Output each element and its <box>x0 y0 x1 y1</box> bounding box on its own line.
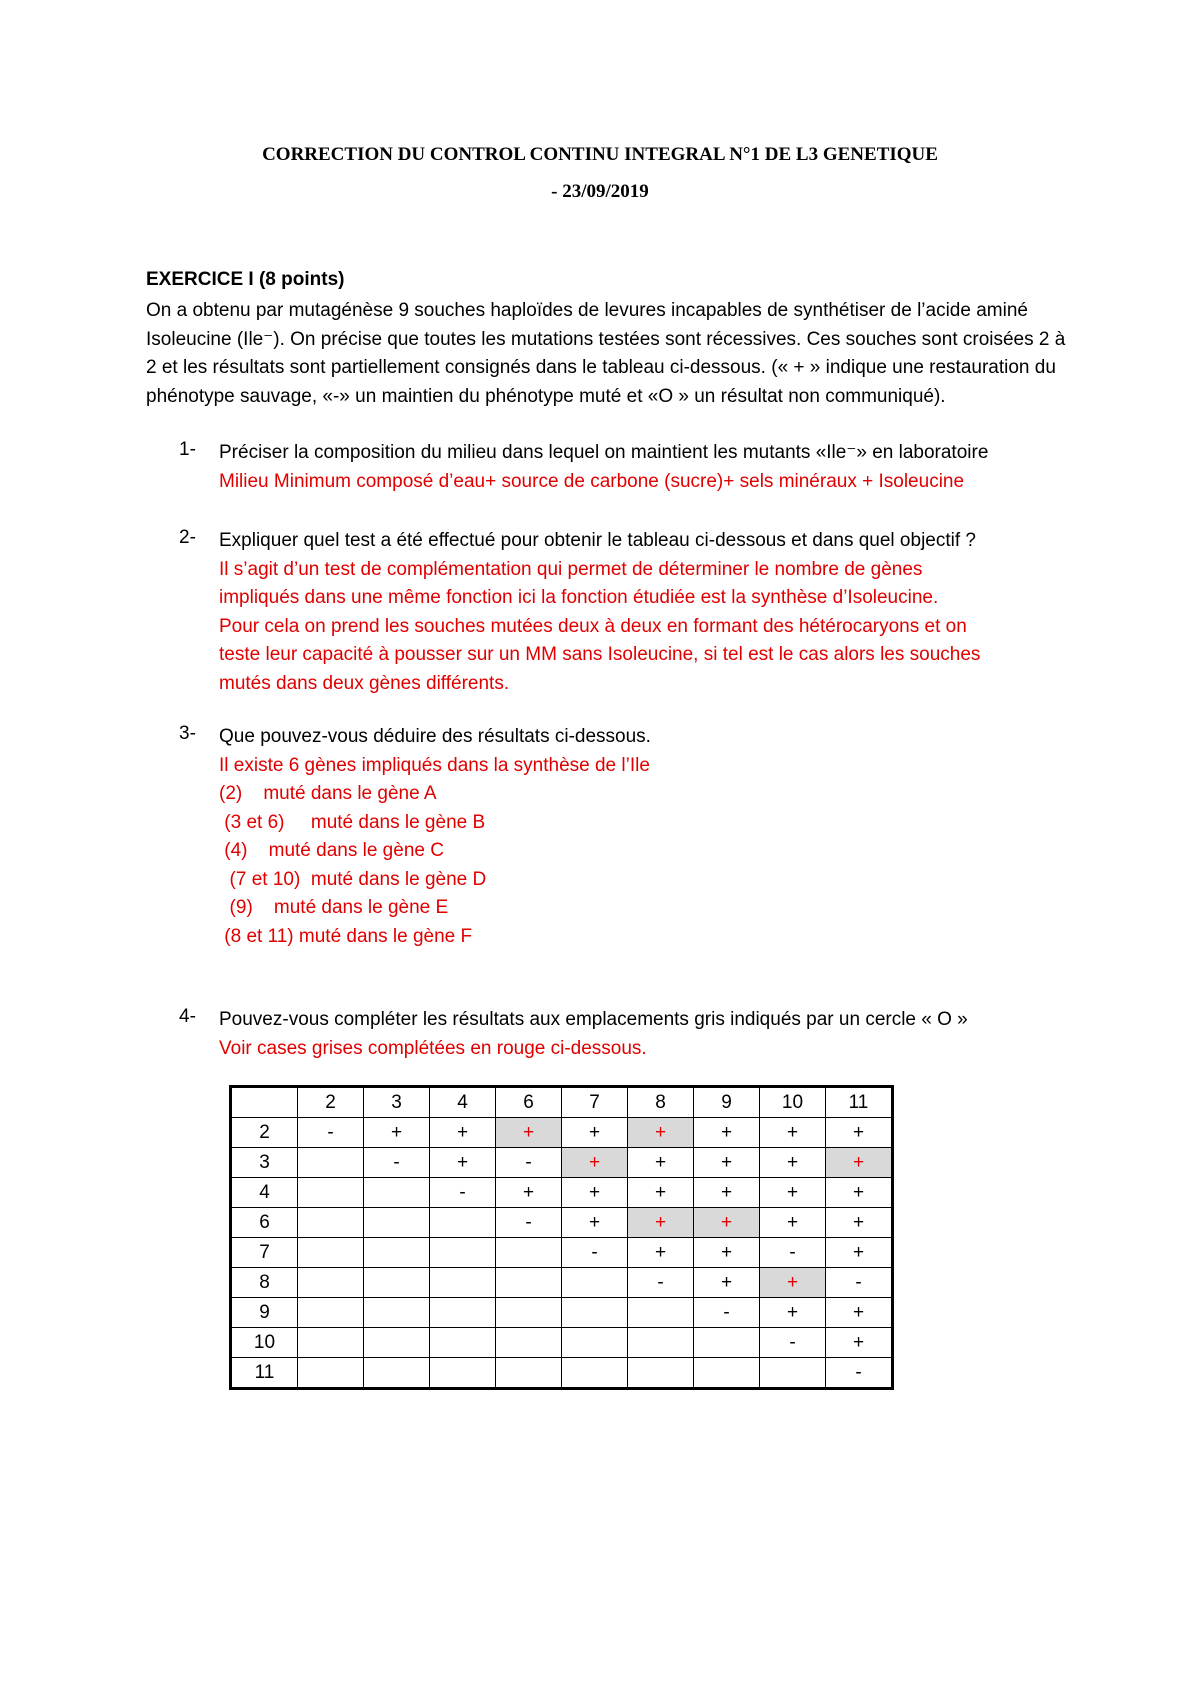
document-date: - 23/09/2019 <box>551 181 649 202</box>
table-cell <box>694 1358 760 1389</box>
table-row <box>231 1118 893 1148</box>
table-cell: + <box>694 1178 760 1208</box>
table-row <box>231 1148 893 1178</box>
table-cell: - <box>496 1208 562 1238</box>
answer-line: Milieu Minimum composé d’eau+ source de carbone (sucre)+ sels minéraux + Isoleucine <box>219 470 965 492</box>
table-cell: + <box>628 1148 694 1178</box>
table-cell: + <box>628 1208 694 1238</box>
answer-line: impliqués dans une même fonction ici la fonction étudiée est la synthèse d’Isoleucine. <box>219 587 939 608</box>
table-cell <box>298 1328 364 1358</box>
table-cell <box>562 1298 628 1328</box>
table-row-header: 6 <box>231 1208 298 1238</box>
table-column-header: 7 <box>562 1087 628 1118</box>
table-row <box>231 1178 893 1208</box>
exercise-intro: On a obtenu par mutagénèse 9 souches haploïdes de levures incapables de synthétiser de l’acide aminé Isoleucine (Ile⁻). On précise que toutes les mutations testées sont récessives. Ces souches sont croisées 2 à 2 et les résultats sont partiellement consignés dans le tableau ci-dessous. (« + » indique une restauration du phénotype sauvage, «-» un maintien du phénotype muté et «O » un résultat non communiqué). <box>146 300 1066 407</box>
table-cell: + <box>562 1118 628 1148</box>
table-column-header: 6 <box>496 1087 562 1118</box>
table-cell: + <box>628 1238 694 1268</box>
question-number: 1- <box>179 439 196 460</box>
table-cell: - <box>760 1238 826 1268</box>
table-cell: - <box>826 1358 893 1389</box>
table-row-header: 8 <box>231 1268 298 1298</box>
answer-line: Il existe 6 gènes impliqués dans la synthèse de l’Ile <box>219 754 650 776</box>
table-column-header: 4 <box>430 1087 496 1118</box>
table-row <box>231 1358 893 1389</box>
answer-line: mutés dans deux gènes différents. <box>219 672 510 694</box>
table-row <box>231 1208 893 1238</box>
table-cell: - <box>628 1268 694 1298</box>
table-cell <box>298 1178 364 1208</box>
table-cell: + <box>826 1298 893 1328</box>
table-cell: - <box>694 1298 760 1328</box>
table-cell <box>430 1238 496 1268</box>
table-cell: - <box>298 1118 364 1148</box>
table-cell <box>430 1328 496 1358</box>
table-cell: + <box>826 1238 893 1268</box>
table-cell <box>364 1298 430 1328</box>
table-cell <box>430 1298 496 1328</box>
table-cell <box>298 1358 364 1389</box>
table-row-header: 3 <box>231 1148 298 1178</box>
table-row-header: 9 <box>231 1298 298 1328</box>
question-text: Que pouvez-vous déduire des résultats ci-dessous. <box>219 726 651 747</box>
table-cell <box>364 1358 430 1389</box>
table-cell: + <box>430 1118 496 1148</box>
answer-line: (4) muté dans le gène C <box>219 840 444 861</box>
question-text: Expliquer quel test a été effectué pour obtenir le tableau ci-dessous et dans quel objectif ? <box>219 530 976 551</box>
table-column-header: 9 <box>694 1087 760 1118</box>
answer-line: (2) muté dans le gène A <box>219 783 437 804</box>
table-row-header: 10 <box>231 1328 298 1358</box>
table-row-header: 4 <box>231 1178 298 1208</box>
table-cell: + <box>562 1178 628 1208</box>
table-cell <box>760 1358 826 1389</box>
table-cell: + <box>496 1118 562 1148</box>
table-cell <box>430 1358 496 1389</box>
table-cell: + <box>694 1268 760 1298</box>
table-cell: + <box>760 1178 826 1208</box>
table-cell: + <box>760 1208 826 1238</box>
table-cell <box>562 1268 628 1298</box>
table-cell <box>628 1358 694 1389</box>
table-cell: + <box>760 1148 826 1178</box>
table-row-header: 11 <box>231 1358 298 1389</box>
table-cell <box>364 1178 430 1208</box>
table-cell <box>298 1148 364 1178</box>
table-row <box>231 1238 893 1268</box>
table-cell: - <box>430 1178 496 1208</box>
table-cell <box>496 1238 562 1268</box>
answer-line: teste leur capacité à pousser sur un MM sans Isoleucine, si tel est le cas alors les souches <box>219 644 981 665</box>
table-cell <box>298 1238 364 1268</box>
answer-line: Voir cases grises complétées en rouge ci-dessous. <box>219 1037 647 1059</box>
table-row <box>231 1268 893 1298</box>
table-cell <box>364 1268 430 1298</box>
table-cell: - <box>826 1268 893 1298</box>
table-cell: + <box>562 1148 628 1178</box>
question-number: 4- <box>179 1006 196 1027</box>
answer-line: Il s’agit d’un test de complémentation qui permet de déterminer le nombre de gènes <box>219 558 923 580</box>
table-cell <box>496 1268 562 1298</box>
table-cell <box>628 1328 694 1358</box>
table-cell <box>364 1238 430 1268</box>
table-column-header: 8 <box>628 1087 694 1118</box>
table-cell: - <box>760 1328 826 1358</box>
table-cell: + <box>826 1328 893 1358</box>
table-cell: + <box>628 1118 694 1148</box>
table-cell <box>364 1208 430 1238</box>
table-cell: + <box>760 1268 826 1298</box>
table-cell <box>496 1328 562 1358</box>
complementation-table <box>229 1085 894 1390</box>
table-row <box>231 1328 893 1358</box>
question-text: Pouvez-vous compléter les résultats aux emplacements gris indiqués par un cercle « O » <box>219 1009 968 1030</box>
table-header-row <box>231 1087 893 1118</box>
table-cell: + <box>364 1118 430 1148</box>
table-cell: + <box>694 1148 760 1178</box>
question-number: 3- <box>179 723 196 744</box>
table-cell <box>430 1268 496 1298</box>
table-cell <box>430 1208 496 1238</box>
table-cell: + <box>826 1208 893 1238</box>
answer-line: (7 et 10) muté dans le gène D <box>219 868 487 890</box>
table-cell <box>364 1328 430 1358</box>
question-number: 2- <box>179 527 196 548</box>
question-text: Préciser la composition du milieu dans lequel on maintient les mutants «Ile⁻» en laboratoire <box>219 442 989 463</box>
answer-line: (3 et 6) muté dans le gène B <box>219 811 486 833</box>
table-cell <box>298 1298 364 1328</box>
table-cell: + <box>694 1118 760 1148</box>
table-cell <box>562 1328 628 1358</box>
table-cell <box>694 1328 760 1358</box>
answer-line: (9) muté dans le gène E <box>219 897 449 918</box>
answer-line: Pour cela on prend les souches mutées deux à deux en formant des hétérocaryons et on <box>219 615 967 637</box>
table-cell: + <box>760 1118 826 1148</box>
table-cell <box>298 1208 364 1238</box>
table-cell <box>562 1358 628 1389</box>
table-cell: + <box>760 1298 826 1328</box>
table-column-header: 10 <box>760 1087 826 1118</box>
table-cell: + <box>496 1178 562 1208</box>
table-cell: + <box>694 1238 760 1268</box>
table-cell: + <box>562 1208 628 1238</box>
table-cell: - <box>496 1148 562 1178</box>
table-cell <box>298 1268 364 1298</box>
table-cell: + <box>826 1178 893 1208</box>
table-cell: - <box>364 1148 430 1178</box>
table-cell: - <box>562 1238 628 1268</box>
document-title: CORRECTION DU CONTROL CONTINU INTEGRAL N°1 DE L3 GENETIQUE <box>262 144 938 165</box>
table-cell <box>496 1358 562 1389</box>
table-row-header: 2 <box>231 1118 298 1148</box>
exercise-heading: EXERCICE I (8 points) <box>146 269 345 290</box>
table-cell <box>628 1298 694 1328</box>
table-cell: + <box>430 1148 496 1178</box>
table-cell <box>496 1298 562 1328</box>
table-cell: + <box>826 1118 893 1148</box>
table-column-header: 11 <box>826 1087 893 1118</box>
answer-line: (8 et 11) muté dans le gène F <box>219 925 473 947</box>
table-row <box>231 1298 893 1328</box>
table-cell: + <box>826 1148 893 1178</box>
table-cell: + <box>694 1208 760 1238</box>
table-column-header: 2 <box>298 1087 364 1118</box>
table-cell: + <box>628 1178 694 1208</box>
table-row-header: 7 <box>231 1238 298 1268</box>
table-column-header: 3 <box>364 1087 430 1118</box>
table-corner-cell <box>231 1087 298 1118</box>
